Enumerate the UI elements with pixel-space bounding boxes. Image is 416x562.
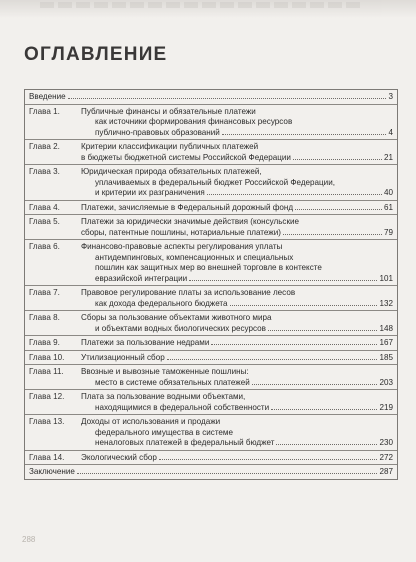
entry-content <box>81 338 393 349</box>
toc-entry <box>25 351 397 366</box>
chapter-label: Глава 14. <box>29 452 65 462</box>
entry-content <box>81 242 393 284</box>
dot-leader <box>207 194 382 195</box>
page-ref: 21 <box>383 152 393 162</box>
table-of-contents <box>24 89 398 480</box>
entry-title-line: Плата за пользование водными объектами, <box>81 392 246 401</box>
dot-leader <box>167 359 378 360</box>
entry-content <box>81 288 393 309</box>
toc-entry <box>25 451 397 466</box>
toc-entry <box>25 390 397 415</box>
entry-title-line: евразийской интеграции <box>95 273 188 283</box>
entry-title-line: Публичные финансы и обязательные платежи <box>81 106 256 116</box>
toc-entry <box>25 365 397 390</box>
entry-title-line: Введение <box>29 92 66 101</box>
page-number: 288 <box>22 535 36 544</box>
dot-leader <box>211 344 377 345</box>
entry-last-line <box>81 324 393 335</box>
entry-title-line: неналоговых платежей в федеральный бюджет <box>95 438 275 447</box>
entry-last-line <box>81 153 393 164</box>
entry-last-line <box>81 378 393 389</box>
entry-content <box>81 217 393 238</box>
toc-entry <box>25 311 397 336</box>
entry-last-line <box>29 467 393 478</box>
page-ref: 287 <box>379 467 393 476</box>
toc-entry <box>25 415 397 451</box>
toc-entry <box>25 90 397 105</box>
entry-title-line: уплачиваемых в федеральный бюджет Российской Федерации, <box>95 177 335 187</box>
toc-entry <box>25 105 397 141</box>
entry-content <box>29 92 393 103</box>
entry-last-line <box>81 128 393 139</box>
entry-content <box>81 203 393 214</box>
page-ref: 230 <box>379 438 393 447</box>
chapter-label: Глава 10. <box>29 352 65 362</box>
dot-leader <box>159 459 378 460</box>
entry-content <box>81 313 393 334</box>
page-ref: 40 <box>383 188 393 197</box>
chapter-label: Глава 13. <box>29 417 65 426</box>
entry-content <box>81 367 393 388</box>
page-ref: 4 <box>388 127 393 137</box>
entry-last-line <box>81 203 393 214</box>
entry-last-line <box>81 438 393 449</box>
entry-title-line: как дохода федерального бюджета <box>95 298 228 308</box>
entry-title-line: публично-правовых образований <box>95 127 220 137</box>
toc-entry <box>25 140 397 165</box>
previous-page-bleed <box>0 0 416 18</box>
entry-title-line: пошлин как защитных мер во внешней торговле в контексте <box>95 263 322 272</box>
entry-title-line: федерального имущества в системе <box>95 427 233 437</box>
entry-title-line: Правовое регулирование платы за использование лесов <box>81 288 296 297</box>
entry-last-line <box>81 403 393 414</box>
chapter-label: Глава 2. <box>29 142 60 151</box>
dot-leader <box>276 444 377 445</box>
chapter-label: Глава 11. <box>29 367 64 376</box>
dot-leader <box>77 473 378 474</box>
entry-last-line <box>81 274 393 285</box>
bleed-through-text <box>40 2 360 8</box>
chapter-label: Глава 3. <box>29 167 60 176</box>
page-ref: 132 <box>379 298 393 308</box>
page-ref: 185 <box>379 352 393 362</box>
entry-content <box>81 107 393 139</box>
toc-entry <box>25 240 397 286</box>
entry-title-line: как источники формирования финансовых ресурсов <box>95 117 293 126</box>
toc-entry <box>25 165 397 201</box>
dot-leader <box>222 134 387 135</box>
entry-content <box>81 417 393 449</box>
toc-entry <box>25 286 397 311</box>
entry-title-line: Платежи за пользование недрами <box>81 338 210 347</box>
entry-title-line: Сборы за пользование объектами животного мира <box>81 313 272 322</box>
entry-last-line <box>81 228 393 239</box>
entry-last-line <box>29 92 393 103</box>
dot-leader <box>271 409 377 410</box>
dot-leader <box>295 209 382 210</box>
entry-title-line: место в системе обязательных платежей <box>95 377 250 387</box>
dot-leader <box>252 384 378 385</box>
chapter-label: Глава 6. <box>29 242 60 251</box>
entry-title-line: Платежи, зачисляемые в Федеральный дорожный фонд <box>81 202 294 212</box>
entry-content <box>81 353 393 364</box>
entry-last-line <box>81 353 393 364</box>
page-ref: 167 <box>379 338 393 347</box>
page-ref: 3 <box>388 92 393 101</box>
entry-content <box>81 392 393 413</box>
entry-title-line: Заключение <box>29 467 75 476</box>
chapter-label: Глава 1. <box>29 106 60 116</box>
dot-leader <box>189 280 377 281</box>
entry-title-line: находящимися в федеральной собственности <box>95 402 270 412</box>
entry-title-line: Платежи за юридически значимые действия (консульские <box>81 217 300 226</box>
dot-leader <box>283 234 382 235</box>
entry-title-line: Экологический сбор <box>81 452 157 462</box>
entry-title-line: сборы, патентные пошлины, нотариальные платежи) <box>81 227 281 237</box>
chapter-label: Глава 9. <box>29 338 60 347</box>
entry-last-line <box>81 299 393 310</box>
entry-title-line: и критерии их разграничения <box>95 188 205 197</box>
toc-entry <box>25 465 397 479</box>
entry-content <box>81 167 393 199</box>
entry-last-line <box>81 338 393 349</box>
entry-title-line: Доходы от использования и продажи <box>81 417 221 426</box>
chapter-label: Глава 5. <box>29 217 60 226</box>
entry-title-line: и объектами водных биологических ресурсов <box>95 323 266 333</box>
page-ref: 148 <box>379 323 393 333</box>
entry-title-line: Утилизационный сбор <box>81 352 165 362</box>
entry-title-line: антидемпинговых, компенсационных и специальных <box>95 252 294 262</box>
entry-title-line: в бюджеты бюджетной системы Российской Федерации <box>81 152 291 162</box>
entry-title-line: Критерии классификации публичных платежей <box>81 142 259 151</box>
entry-last-line <box>81 188 393 199</box>
entry-title-line: Юридическая природа обязательных платежей, <box>81 167 262 176</box>
dot-leader <box>293 159 382 160</box>
page-ref: 219 <box>379 402 393 412</box>
chapter-label: Глава 4. <box>29 202 60 212</box>
entry-last-line <box>81 453 393 464</box>
chapter-label: Глава 12. <box>29 392 65 401</box>
entry-content <box>29 467 393 478</box>
page-ref: 203 <box>379 377 393 387</box>
toc-entry <box>25 201 397 216</box>
toc-entry <box>25 215 397 240</box>
entry-title-line: Финансово-правовые аспекты регулирования уплаты <box>81 242 283 251</box>
toc-entry <box>25 336 397 351</box>
chapter-label: Глава 7. <box>29 288 60 297</box>
page-title: ОГЛАВЛЕНИЕ <box>24 44 168 65</box>
dot-leader <box>230 305 378 306</box>
page-ref: 61 <box>383 202 393 212</box>
dot-leader <box>268 330 378 331</box>
page-ref: 79 <box>383 227 393 237</box>
dot-leader <box>68 98 387 99</box>
entry-title-line: Ввозные и вывозные таможенные пошлины: <box>81 367 249 376</box>
chapter-label: Глава 8. <box>29 313 60 322</box>
entry-content <box>81 142 393 163</box>
page-ref: 272 <box>379 452 393 462</box>
page-ref: 101 <box>379 273 393 283</box>
entry-content <box>81 453 393 464</box>
